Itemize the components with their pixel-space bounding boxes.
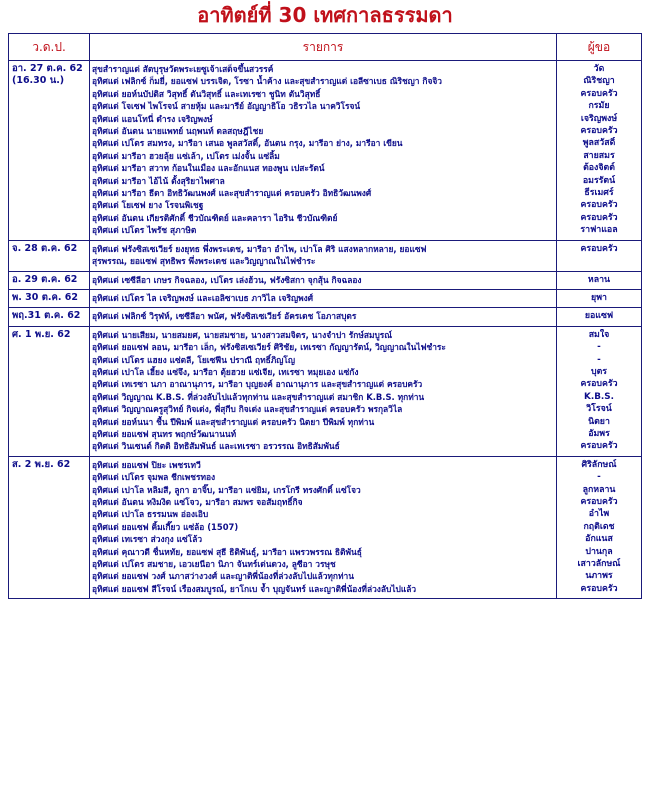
requester-name: อัมพร — [588, 428, 610, 439]
requester-name: นภาพร — [585, 571, 613, 582]
date-text: พ. 30 ต.ค. 62 — [12, 291, 78, 303]
table-row — [9, 308, 642, 326]
intention-line: อุทิศแด่ ยอแซฟ สุนทร พฤกษ์วัฒนานนท์ — [92, 428, 237, 439]
intention-line: อุทิศแด่ วิญญาณครูสุวิทย์ กิจเด่ง, พี่สุกีบ กิจเด่ง และสุขสำราญแด่ ครอบครัว พรกุลวิไล — [92, 404, 403, 415]
intention-line: อุทิศแด่ เปโตร สมชาย, เอวเยนีอา นิภา จันทร์เด่นดวง, ลูซีอา วรษุช — [92, 559, 336, 570]
requester-name: ครอบครัว — [580, 200, 618, 211]
intention-line: อุทิศแด่ ยอแซฟ ปิยะ เพชรเทวี — [92, 459, 201, 470]
items-cell — [90, 456, 557, 598]
intention-line: อุทิศแด่ โยเซฟ ยาง โรจนพิเชฐ — [92, 200, 204, 211]
intention-line: อุทิศแด่ ยอห์นบัปติส วิสุทธิ์ ตันวิสุทธิ์ และเทเรซา ชูนิท ตันวิสุทธิ์ — [92, 88, 321, 99]
intention-line: อุทิศแด่ เปาโล หลิมสี, ลูกา อาจิ๊บ, มารีอา แซ่ยิม, เกรโกรี ทรงศักดิ์ แซ่โจว — [92, 484, 361, 495]
requester-cell — [557, 271, 642, 289]
requester-cell — [557, 240, 642, 271]
table-row — [9, 240, 642, 271]
requester-name: - — [597, 342, 601, 353]
requester-name: ลูกหลาน — [582, 484, 616, 495]
date-text: ศ. 1 พ.ย. 62 — [12, 328, 71, 340]
intention-line: อุทิศแด่ แอนโทนี่ ดำรง เจริญพงษ์ — [92, 113, 213, 124]
requester-name: ศิริลักษณ์ — [581, 459, 617, 470]
requester-name: อักแนส — [585, 534, 613, 545]
date-text: (16.30 น.) — [12, 75, 65, 87]
requester-name: ครอบครัว — [580, 88, 618, 99]
intention-line: อุทิศแด่ วิญญาณ K.B.S. ที่ล่วงลับไปแล้วทุกท่าน และสุขสำราญแด่ สมาชิก K.B.S. ทุกท่าน — [92, 391, 425, 402]
requester-name: ครอบครัว — [580, 583, 618, 594]
table-row — [9, 326, 642, 456]
requester-name: อำไพ — [588, 509, 610, 520]
requester-name: - — [597, 354, 601, 365]
requester-cell — [557, 308, 642, 326]
intention-line: อุทิศแด่ มารีอา ฮวยลุ้ย แซ่เล้า, เปโตร เม่งจั้น แซ่ลิ้ม — [92, 150, 280, 161]
intention-line: อุทิศแด่ คุณาวดี ชื่นหทัย, ยอแซฟ สุธี ธิติพันธุ์, มารีอา แพรวพรรณ ธิติพันธุ์ — [92, 546, 362, 557]
intention-line: อุทิศแด่ เปโตร ไพรัช สุภาษิต — [92, 225, 197, 236]
date-cell — [9, 456, 90, 598]
intention-line: อุทิศแด่ นายเสียม, นายสมยศ, นายสมชาย, นางสาวสมจิตร, นางจำปา รักษ์สมบูรณ์ — [92, 329, 393, 340]
requester-name: ต้องจิตต์ — [583, 163, 615, 174]
intention-line: อุทิศแด่ เปาโล ธรรมนพ อ่องเอิบ — [92, 509, 209, 520]
items-cell — [90, 326, 557, 456]
intention-line: อุทิศแด่ ยอแซฟ วงศ์ นภาสว่างวงศ์ และญาติพี่น้องที่ล่วงลับไปแล้วทุกท่าน — [92, 571, 354, 582]
intention-line: อุทิศแด่ ฟรังซิสเซเวียร์ ยงยุทธ พึ่งพระเดช, มารีอา อำไพ, เปาโล ศิริ แสงหลากหลาย, ยอแซฟ — [92, 243, 427, 254]
requester-name: บุตร — [590, 366, 608, 377]
table-row — [9, 61, 642, 241]
requester-name: ยุพา — [591, 292, 607, 303]
requester-name: ธีรเมศร์ — [584, 188, 614, 199]
requester-name: อมรรัตน์ — [582, 175, 616, 186]
items-cell — [90, 61, 557, 241]
date-text: อา. 27 ต.ค. 62 — [12, 63, 83, 74]
requester-cell — [557, 456, 642, 598]
requester-name: นิตยา — [588, 416, 610, 427]
date-text: ส. 2 พ.ย. 62 — [12, 458, 71, 470]
requester-name: ณิริชญา — [583, 76, 615, 87]
requester-name: กรมัย — [588, 101, 610, 112]
intention-line: อุทิศแด่ เปโตร ไล เจริญพงษ์ และเอลิซาเบธ ภาวิไล เจริญพงศ์ — [92, 292, 314, 303]
table-row — [9, 289, 642, 307]
date-cell — [9, 308, 90, 326]
requester-name: หลาน — [587, 274, 611, 285]
items-cell — [90, 308, 557, 326]
intention-line: อุทิศแด่ เปโตร แฮยง แซ่ตลี, โยเซฟีน ปราณี ฤทธิ์ภิญโญ — [92, 354, 296, 365]
intention-line: อุทิศแด่ มารีอา ไอ้ไน้ ตั้งสุริยาไพศาล — [92, 175, 225, 186]
intentions-table — [8, 33, 642, 599]
intention-line: อุทิศแด่ อันตน นายแพทย์ นฤพนท์ ดลสฤษฎีไชย — [92, 126, 264, 137]
date-cell — [9, 61, 90, 241]
items-cell — [90, 240, 557, 271]
header-items: รายการ — [90, 34, 557, 61]
requester-name: ปานกุล — [585, 546, 613, 557]
date-text: พฤ.31 ต.ค. 62 — [12, 310, 81, 322]
intention-line: อุทิศแด่ ยอแซฟ ลอน, มารีอา เล็ก, ฟรังซิสเซเวียร์ ศิริชัย, เทเรซา กัญญารัตน์, วิญญาณในไฟชำระ — [92, 342, 446, 353]
items-cell — [90, 289, 557, 307]
requester-name: วัด — [593, 64, 605, 74]
requester-name: พูลสวัสดิ์ — [582, 138, 616, 149]
requester-name: สายสมร — [583, 150, 615, 161]
requester-name: กฤติเดช — [583, 521, 615, 532]
date-text: อ. 29 ต.ค. 62 — [12, 273, 78, 285]
requester-name: เจริญพงษ์ — [580, 113, 618, 124]
page-title: อาทิตย์ที่ 30 เทศกาลธรรมดา — [197, 3, 453, 27]
requester-cell — [557, 289, 642, 307]
intention-line: อุทิศแด่ ยอแซฟ คิ้มเกี๊ยว แซ่ล้อ (1507) — [92, 521, 239, 532]
intention-line: อุทิศแด่ วินเซนต์ กิตติ อิทธิสัมพันธ์ และเทเรซา อรวรรณ อิทธิสัมพันธ์ — [92, 441, 340, 452]
requester-name: สมใจ — [588, 329, 610, 340]
date-cell — [9, 240, 90, 271]
intention-line: อุทิศแด่ มารีอา สวาท ก้อนในเมือง และอักแนส ทองพูน เปสะรัตน์ — [92, 163, 325, 174]
requester-name: - — [597, 472, 601, 483]
requester-cell — [557, 326, 642, 456]
intention-line: อุทิศแด่ เฟลิกซ์ ก็มยี่, ยอแซฟ บรรเจิด, โรซา น้ำค้าง และสุขสำราญแด่ เอลีซาเบธ ณิริชญา กิจจิว — [92, 76, 443, 87]
date-text: จ. 28 ต.ค. 62 — [12, 242, 78, 254]
requester-name: ครอบครัว — [580, 126, 618, 137]
date-cell — [9, 289, 90, 307]
header-date: ว.ด.ป. — [9, 34, 90, 61]
header-requester: ผู้ขอ — [557, 34, 642, 61]
intention-line: อุทิศแด่ อันตน เกียรติศักดิ์ ชีวบัณฑิตย์ และคลารา ไอริน ชีวบัณฑิตย์ — [92, 212, 338, 223]
requester-name: ครอบครัว — [580, 212, 618, 223]
table-row — [9, 456, 642, 598]
intention-line: อุทิศแด่ เฟลิกซ์ วิรุฬห์, เซซีลีอา พนัศ, ฟรังซิสเซเวียร์ อัครเดช โอภาสบุตร — [92, 311, 357, 322]
intention-line: สุรพรรณ, ยอแซฟ สุทธิพร พึ่งพระเดช และวิญญาณในไฟชำระ — [92, 256, 316, 267]
intention-line: อุทิศแด่ เปาโล เฮี้ยง แซ่จึง, มารีอา ตุ้ยฮวย แซ่เจีย, เทเรซา หมุยเอง แซ่กัง — [92, 366, 359, 377]
intention-line: อุทิศแด่ เทเรซา นภา อาณานุภาร, มารีอา บุญยงค์ อาณานุภาร และสุขสำราญแด่ ครอบครัว — [92, 379, 423, 390]
table-row — [9, 271, 642, 289]
intention-line: อุทิศแด่ เทเรซา ส่วงกุง แซ่โล้ว — [92, 534, 203, 545]
table-body — [9, 61, 642, 599]
intention-line: อุทิศแด่ อันตน หงิมงิด แซ่โจว, มารีอา สมพร จอสัมฤทธิ์กิจ — [92, 497, 303, 507]
requester-name: K.B.S. — [584, 391, 614, 402]
date-cell — [9, 326, 90, 456]
intention-line: สุขสำราญแด่ สัตบุรุษวัดพระเยซูเจ้าเสด็จขึ้นสวรรค์ — [92, 64, 274, 74]
requester-cell — [557, 61, 642, 241]
items-cell — [90, 271, 557, 289]
requester-name: ครอบครัว — [580, 497, 618, 507]
table-header-row — [9, 34, 642, 61]
intention-line: อุทิศแด่ โจเซฟ ไพโรจน์ สายหุ้ม และมารีย์ อัญญาธิโอ วธิรวไล นาควิโรจน์ — [92, 101, 361, 112]
date-cell — [9, 271, 90, 289]
intention-line: อุทิศแด่ เซซีลีอา เกษร กิจฉลอง, เปโตร เล่งฮ้วน, ฟรังซิสกา จุกสุ้น กิจฉลอง — [92, 274, 362, 285]
intention-line: อุทิศแด่ ยอแซฟ สีโรจน์ เรืองสมบูรณ์, ยาโกเบ จ้ำ บุญจันทร์ และญาติพี่น้องที่ล่วงลับไปแล้ว — [92, 583, 417, 594]
intention-line: อุทิศแด่ มารีอา ธีดา อิทธิวัฒนพงศ์ และสุขสำราญแด่ ครอบครัว อิทธิวัฒนพงศ์ — [92, 188, 372, 199]
requester-name: ครอบครัว — [580, 243, 618, 254]
requester-name: ราฟาแอล — [580, 225, 618, 236]
intention-line: อุทิศแด่ เปโตร สมทรง, มารีอา เสนอ พูลสวัสดิ์, อันตน กรุง, มารีอา ย่าง, มารีอา เขียน — [92, 138, 403, 149]
requester-name: วิโรจน์ — [586, 404, 612, 415]
intention-line: อุทิศแด่ ยอห์นนา ชื้น ปีพิมพ์ และสุขสำราญแด่ ครอบครัว นิตยา ปีพิมพ์ ทุกท่าน — [92, 416, 375, 427]
requester-name: เสาวลักษณ์ — [577, 559, 621, 570]
requester-name: ครอบครัว — [580, 441, 618, 452]
requester-name: ยอแซฟ — [584, 311, 614, 322]
requester-name: ครอบครัว — [580, 379, 618, 390]
intention-line: อุทิศแด่ เปโตร จุมพล ชีกเพชรทอง — [92, 472, 216, 483]
